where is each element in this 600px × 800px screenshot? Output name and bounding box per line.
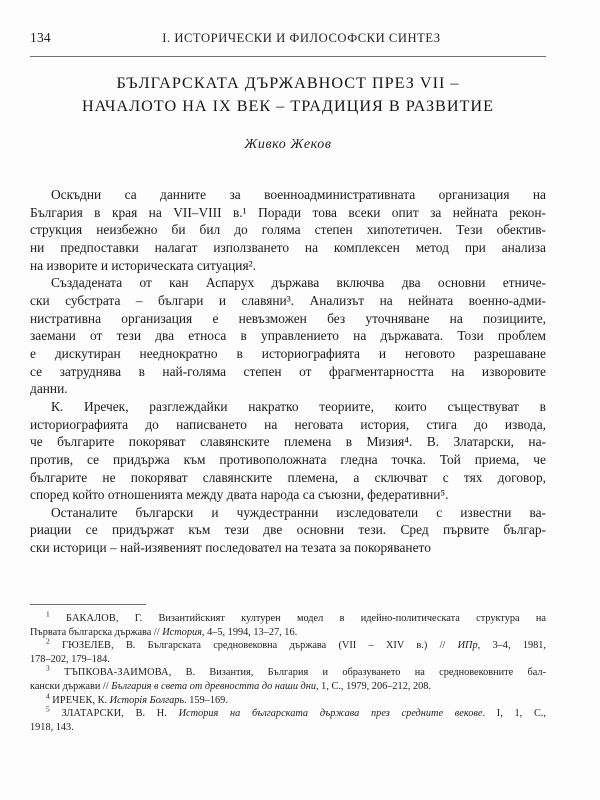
page-number: 134 — [30, 30, 51, 45]
footnote-source-title: България в света от древността до наши дни — [111, 680, 317, 692]
article-title-line-2: НАЧАЛОТО НА IX ВЕК – ТРАДИЦИЯ В РАЗВИТИЕ — [81, 97, 495, 115]
footnote-line — [30, 663, 546, 680]
body-line: на изворите и историческата ситуация². — [30, 257, 256, 273]
body-line: че българите покоряват славянските племена в Мизия⁴. В. Златарски, на- — [30, 434, 546, 450]
footnote-marker: 4 — [46, 691, 50, 701]
article-title-line-1: БЪЛГАРСКАТА ДЪРЖАВНОСТ ПРЕЗ VII – — [116, 74, 460, 92]
footnote-line — [30, 636, 546, 653]
body-line: България в края на VII–VIII в.¹ Поради това всеки опит за нейната рекон- — [30, 204, 546, 220]
footnote-line: 178–202, 179–184. — [30, 653, 110, 665]
footnote-author: ЗЛАТАРСКИ — [61, 708, 122, 720]
body-line: риации се придържат към тези две основни тези. Сред първите българ- — [30, 522, 546, 538]
footnote-author: БАКАЛОВ — [66, 613, 116, 624]
body-line: ни предпоставки налагат използването на комплексен метод при анализа — [30, 239, 546, 255]
footnote-author: ГЮЗЕЛЕВ — [62, 640, 112, 652]
running-head-title: I. ИСТОРИЧЕСКИ И ФИЛОСОФСКИ СИНТЕЗ — [162, 31, 441, 45]
footnote-text: , Г. Византийският културен модел в идейно-политическата структура на — [115, 613, 546, 624]
footnote-line — [30, 691, 546, 708]
page-title — [30, 72, 546, 118]
footnote-text: , 4–5, 1994, 13–27, 16. — [201, 626, 298, 638]
body-line: струкция неизбежно би бил до голяма степен хипотетичен. Тези обектив- — [30, 222, 546, 238]
body-line: според който отношенията между двата народа са съюзни, федеративни⁵. — [30, 487, 449, 503]
footnote-marker: 3 — [46, 663, 50, 673]
footnote-text: Първата българска държава // — [30, 626, 163, 638]
footnote-text: , В. Византия, България и образуването на средновековните бал- — [168, 667, 546, 679]
body-line: се затруднява в най-голяма степен от фрагментарността на изворовите — [30, 363, 546, 379]
body-line: заемани от тези два етноса в управлението на държавата. Този проблем — [30, 328, 546, 344]
body-line: данни. — [30, 381, 68, 397]
body-paragraph-1 — [30, 186, 546, 274]
footnote-marker: 2 — [46, 636, 50, 646]
body-line: Останалите български и чуждестранни изследователи с известни ва- — [51, 504, 546, 520]
footnote-line — [30, 704, 547, 721]
footnote-source-title: ИПр — [457, 640, 478, 652]
footnote-line — [30, 680, 546, 694]
footnote-text: , В. Българската средновековна държава (VII – XIV в.) // — [111, 640, 458, 652]
article-title-block — [30, 72, 546, 153]
footnote-source-title: История на българската държава през средните векове — [178, 708, 483, 720]
footnote-separator-rule — [30, 604, 146, 605]
footnote-text: , 1, С., 1979, 206–212, 208. — [316, 680, 432, 692]
body-line: К. Иречек, разглеждайки накратко теориите, които съществуват в — [51, 398, 546, 414]
footnote-5 — [30, 704, 547, 734]
footnote-author: ИРЕЧЕК — [52, 694, 93, 706]
body-line: е дискутиран нееднократно в историографията и неговото разрешаване — [30, 345, 546, 361]
footnote-marker: 1 — [46, 609, 50, 619]
footnote-block — [30, 609, 547, 734]
body-paragraph-2 — [30, 274, 546, 398]
footnote-text: . 159–169. — [184, 694, 228, 706]
body-paragraph-4 — [30, 504, 546, 557]
footnote-1 — [30, 609, 546, 639]
footnote-text: кански държави // — [30, 680, 112, 692]
body-line: българите не покоряват славянските племена, а сключват с тях договор, — [30, 469, 546, 485]
header-divider-rule — [30, 56, 546, 57]
footnote-line: 1918, 143. — [30, 721, 74, 733]
footnote-4 — [30, 691, 546, 708]
body-line: Оскъдни са данните за военноадминистративната организация на — [51, 187, 546, 202]
footnote-3 — [30, 663, 546, 693]
footnote-text: , В. Н. — [121, 708, 179, 720]
body-line: историографията до написването на неговата история, стига до извода, — [30, 416, 546, 432]
body-line: Създадената от кан Аспарух държава включва два основни етниче- — [51, 275, 546, 291]
footnote-2 — [30, 636, 546, 666]
footnote-text: , К. — [92, 694, 110, 706]
footnote-source-title: История — [162, 626, 202, 638]
body-line: против, се придържа към противоположната гледна точка. Той приема, че — [30, 451, 546, 467]
body-line: нистративна организация е невъзможен без уточняване на позициите, — [30, 310, 546, 326]
footnote-text: , 3–4, 1981, — [477, 640, 546, 652]
running-head — [30, 30, 570, 52]
footnote-text: . I, 1, С., — [482, 708, 547, 720]
body-paragraph-3 — [30, 398, 546, 504]
footnote-line — [30, 626, 546, 640]
article-author-byline: Живко Жеков — [244, 137, 332, 152]
body-line: ски субстрата – българи и славяни³. Анализът на нейната военно-адми- — [30, 292, 546, 308]
footnote-line — [30, 609, 546, 626]
article-body — [30, 186, 546, 557]
footnote-author: ТЪПКОВА-ЗАИМОВА — [64, 667, 169, 679]
footnote-marker: 5 — [46, 704, 50, 714]
body-line: ски историци – най-изявеният последовател на тезата за покоряването — [30, 540, 431, 556]
footnote-source-title: Исторiя Болгарь — [109, 694, 185, 706]
